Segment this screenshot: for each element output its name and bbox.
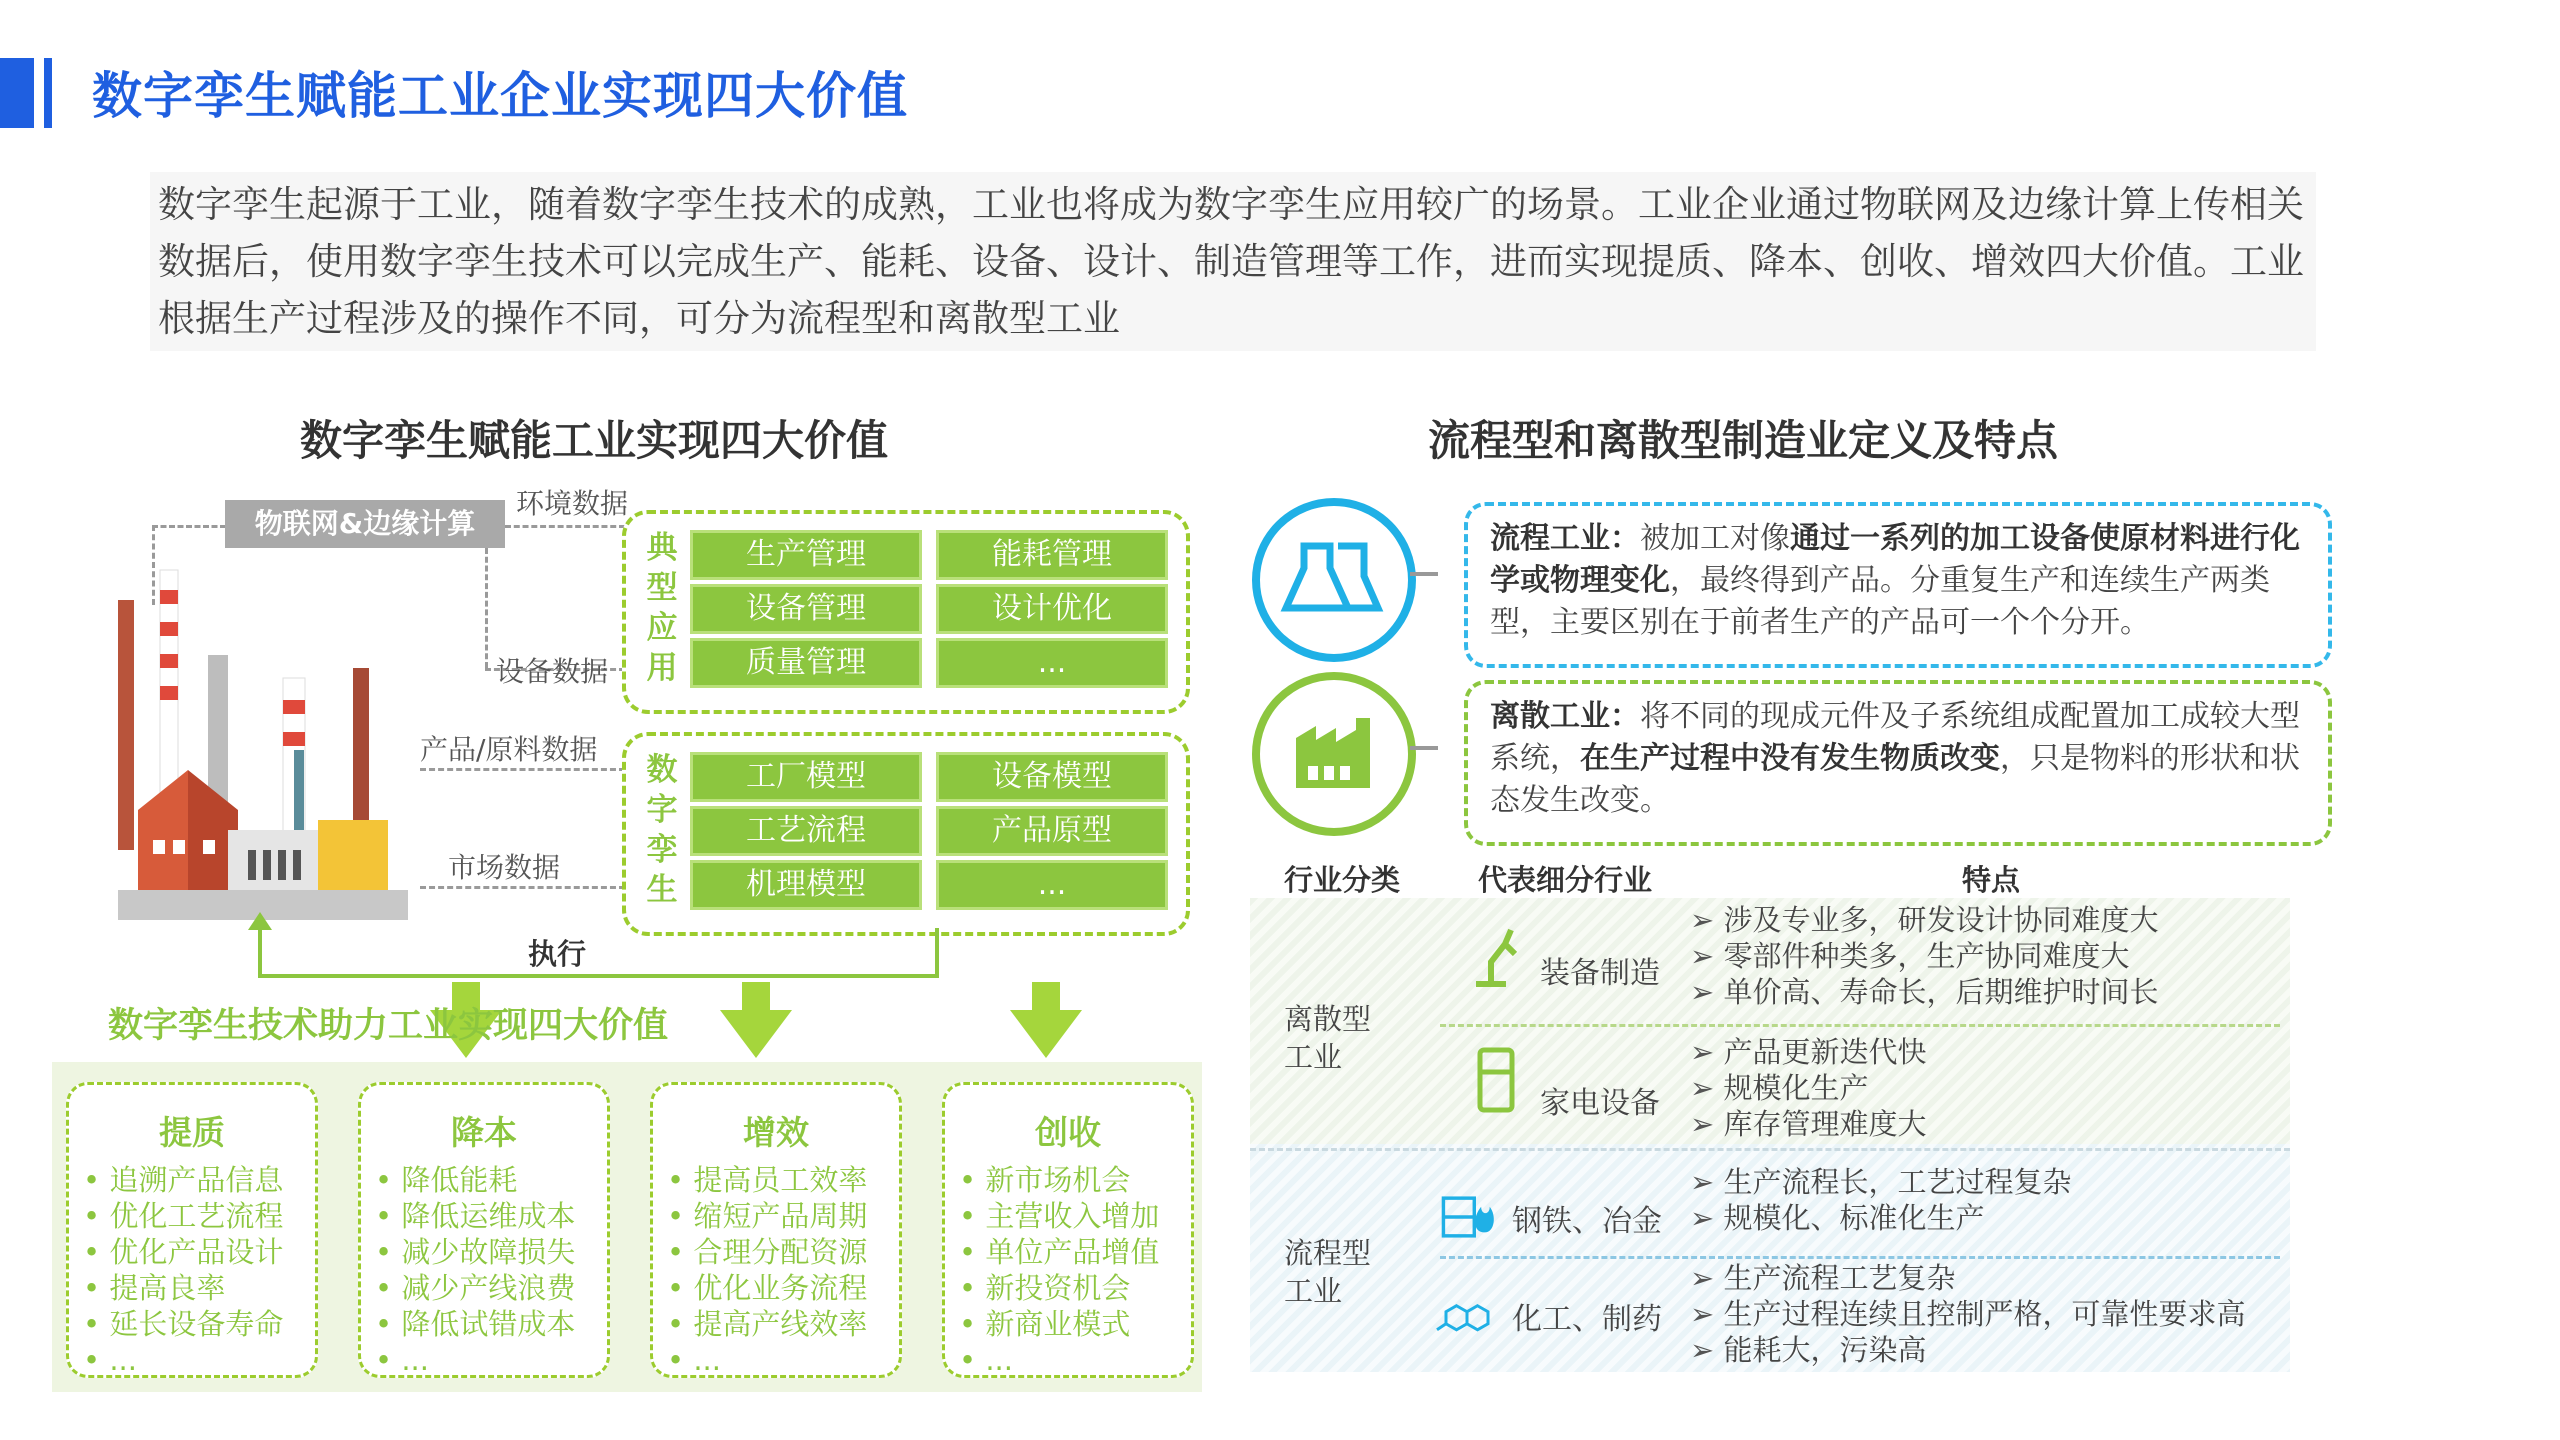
iot-line-vertical <box>152 525 155 605</box>
env-data-label: 环境数据 <box>516 487 629 520</box>
exec-line-left <box>258 928 262 976</box>
arrow-down-icon <box>720 1010 792 1058</box>
typical-cell: 能耗管理 <box>936 530 1168 580</box>
twin-cell: 工厂模型 <box>690 752 922 802</box>
device-line-vertical <box>485 548 488 668</box>
exec-label: 执行 <box>528 937 587 971</box>
product-line <box>420 768 625 771</box>
arrow-stem <box>1032 982 1060 1010</box>
value-card-title: 降本 <box>451 1113 517 1152</box>
fridge-icon <box>1466 1044 1526 1114</box>
typical-cell: 生产管理 <box>690 530 922 580</box>
arrow-down-icon <box>1010 1010 1082 1058</box>
discrete-definition-box: 离散工业：将不同的现成元件及子系统组成配置加工成较大型系统，在生产过程中没有发生物质改变，只是物料的形状和状态发生改变。 <box>1464 680 2332 846</box>
industry-chemical: 化工、制药 <box>1512 1302 1662 1337</box>
market-line <box>420 886 625 889</box>
value-card-quality: 提质 • 追溯产品信息 • 优化工艺流程 • 优化产品设计 • 提高良率 • 延长设备寿命 • ... <box>66 1082 318 1378</box>
value-card-title: 提质 <box>159 1113 225 1152</box>
factory-illustration <box>98 560 438 932</box>
exec-arrow-up-icon <box>248 912 272 930</box>
iot-line-left <box>152 525 226 528</box>
iot-line-right <box>505 525 625 528</box>
typical-side-label: 典 型 应 用 <box>646 530 678 686</box>
twin-cell: 设备模型 <box>936 752 1168 802</box>
process-connector <box>1410 572 1438 576</box>
robot-arm-icon <box>1466 918 1526 988</box>
industry-appliance: 家电设备 <box>1540 1086 1660 1121</box>
market-data-label: 市场数据 <box>448 851 561 884</box>
header-accent-line <box>44 58 52 128</box>
discrete-industry-icon <box>1252 672 1416 836</box>
chemical-features: ➢ 生产流程工艺复杂 ➢ 生产过程连续且控制严格，可靠性要求高 ➢ 能耗大，污染高 <box>1690 1260 2246 1368</box>
industry-steel: 钢铁、冶金 <box>1512 1204 1662 1239</box>
twin-cell: 机理模型 <box>690 860 922 910</box>
twin-cell: ... <box>936 860 1168 910</box>
right-panel-title: 流程型和离散型制造业定义及特点 <box>1428 416 2059 465</box>
twin-cell: 工艺流程 <box>690 806 922 856</box>
appliance-features: ➢ 产品更新迭代快 ➢ 规模化生产 ➢ 库存管理难度大 <box>1690 1034 1927 1142</box>
typical-cell: 设计优化 <box>936 584 1168 634</box>
exec-line-bottom <box>258 974 939 978</box>
value-card-efficiency: 增效 • 提高员工效率 • 缩短产品周期 • 合理分配资源 • 优化业务流程 • 提高产线效率 • ... <box>650 1082 902 1378</box>
arrow-stem <box>742 982 770 1010</box>
intro-paragraph: 数字孪生起源于工业，随着数字孪生技术的成熟，工业也将成为数字孪生应用较广的场景。工业企业通过物联网及边缘计算上传相关数据后，使用数字孪生技术可以完成生产、能耗、设备、设计、制造管理等工作，进而实现提质、降本、创收、增效四大价值。工业根据生产过程涉及的操作不同，可分为流程型和离散型工业 <box>150 172 2316 351</box>
iot-edge-box: 物联网&边缘计算 <box>225 500 505 548</box>
device-data-label: 设备数据 <box>496 655 609 688</box>
typical-cell: ... <box>936 638 1168 688</box>
discrete-connector <box>1410 746 1438 750</box>
exec-line-right <box>935 928 939 976</box>
left-panel-title: 数字孪生赋能工业实现四大价值 <box>300 416 889 465</box>
section-separator <box>1250 1148 2290 1151</box>
row-separator <box>1440 1256 2280 1259</box>
twin-cell: 产品原型 <box>936 806 1168 856</box>
product-data-label: 产品/原料数据 <box>420 733 598 766</box>
value-card-title: 创收 <box>1035 1113 1101 1152</box>
industry-equipment: 装备制造 <box>1540 956 1660 991</box>
page-title: 数字孪生赋能工业企业实现四大价值 <box>92 67 908 125</box>
steel-features: ➢ 生产流程长，工艺过程复杂 ➢ 规模化、标准化生产 <box>1690 1164 2072 1236</box>
process-industry-icon <box>1252 498 1416 662</box>
process-category-label: 流程型 工业 <box>1284 1236 1372 1308</box>
typical-cell: 质量管理 <box>690 638 922 688</box>
typical-cell: 设备管理 <box>690 584 922 634</box>
value-card-revenue: 创收 • 新市场机会 • 主营收入增加 • 单位产品增值 • 新投资机会 • 新商业模式 • ... <box>942 1082 1194 1378</box>
value-section-title: 数字孪生技术助力工业实现四大价值 <box>108 1006 669 1046</box>
chemical-molecule-icon <box>1434 1282 1494 1352</box>
header-feature: 特点 <box>1962 863 2021 897</box>
value-card-title: 增效 <box>743 1113 809 1152</box>
steel-furnace-icon <box>1440 1176 1500 1246</box>
header-category: 行业分类 <box>1284 863 1401 897</box>
row-separator <box>1440 1024 2280 1027</box>
twin-side-label: 数 字 孪 生 <box>646 752 678 908</box>
value-card-cost: 降本 • 降低能耗 • 降低运维成本 • 减少故障损失 • 减少产线浪费 • 降低试错成本 • ... <box>358 1082 610 1378</box>
header-accent-bar <box>0 58 34 128</box>
equipment-features: ➢ 涉及专业多，研发设计协同难度大 ➢ 零部件种类多，生产协同难度大 ➢ 单价高、寿命长，后期维护时间长 <box>1690 902 2159 1010</box>
process-definition-box: 流程工业：被加工对像通过一系列的加工设备使原材料进行化学或物理变化，最终得到产品。分重复生产和连续生产两类型，主要区别在于前者生产的产品可一个个分开。 <box>1464 502 2332 668</box>
discrete-category-label: 离散型 工业 <box>1284 1002 1372 1074</box>
header-industry: 代表细分行业 <box>1478 863 1653 897</box>
